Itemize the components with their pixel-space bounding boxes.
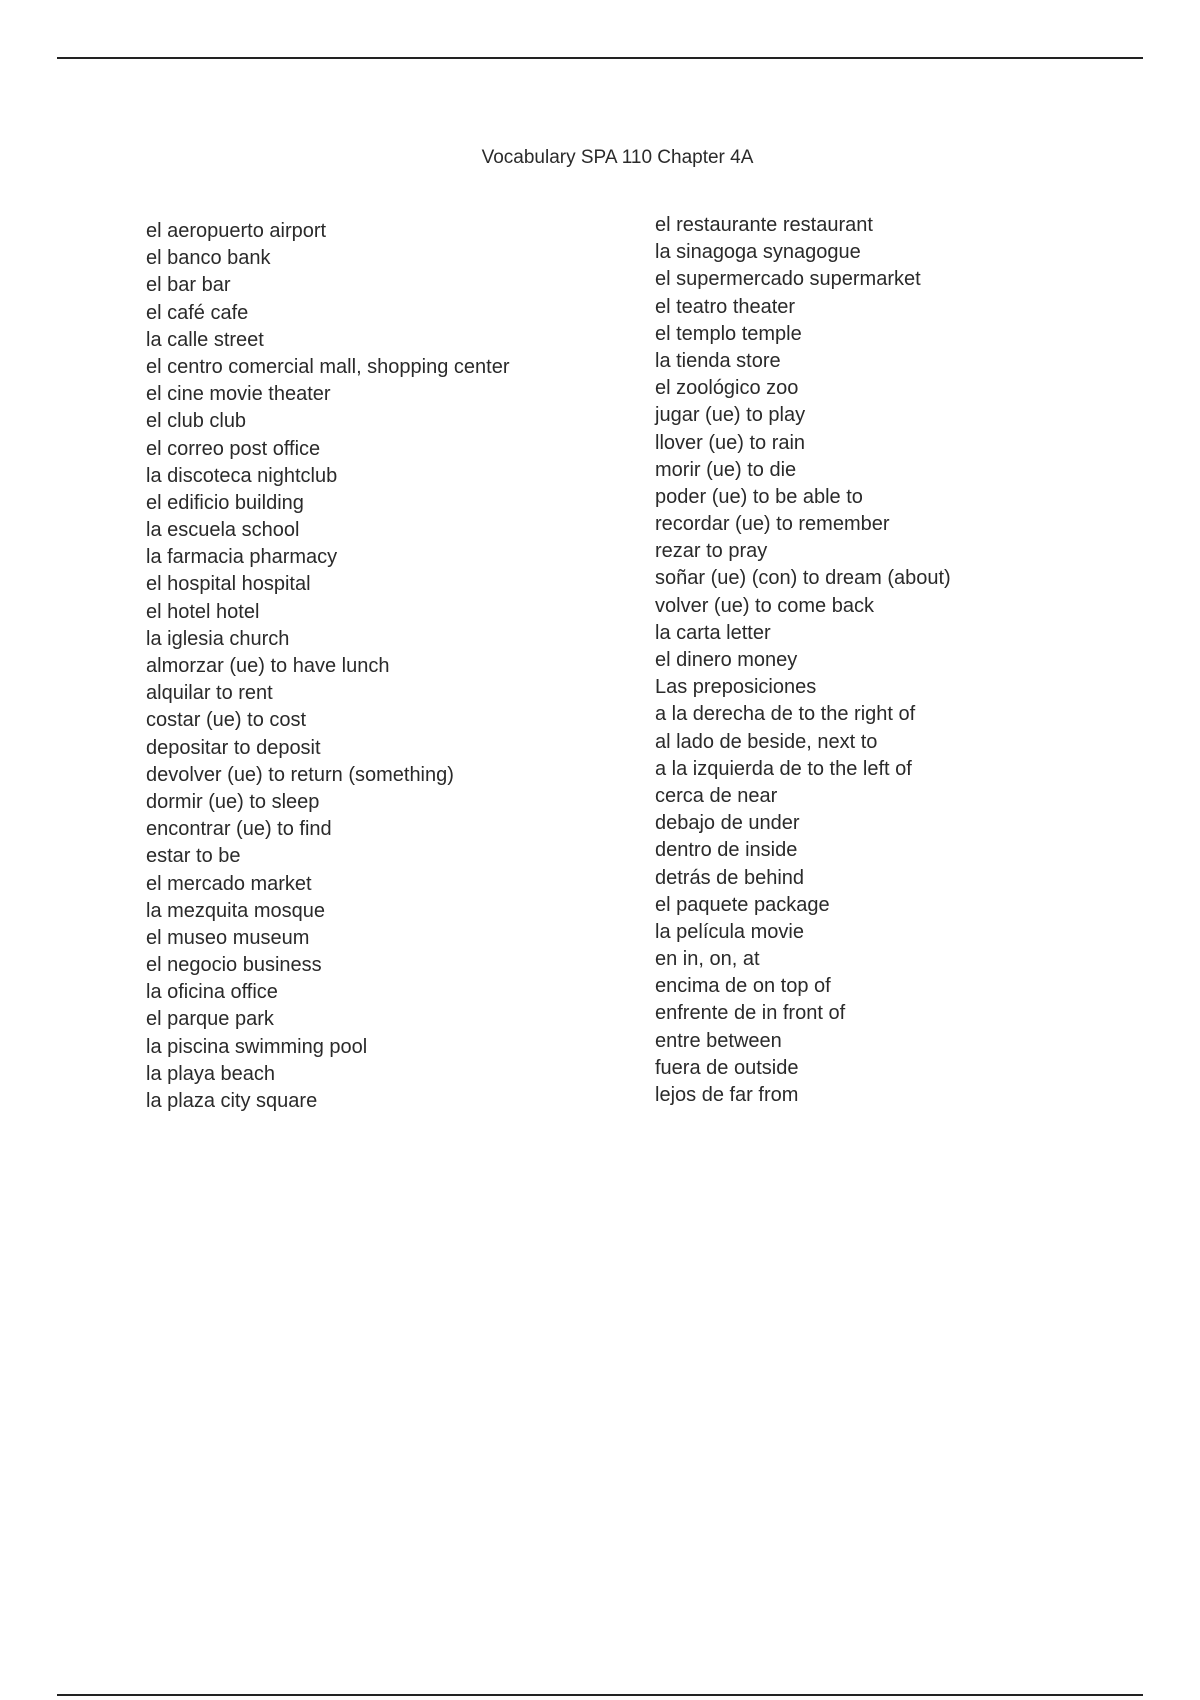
vocab-item: el templo temple [655, 322, 802, 345]
vocab-item: jugar (ue) to play [655, 404, 806, 427]
vocab-item: costar (ue) to cost [146, 709, 307, 732]
vocab-item: el aeropuerto airport [146, 220, 327, 242]
vocab-item: al lado de beside, next to [655, 730, 878, 753]
vocab-item: alquilar to rent [146, 682, 273, 705]
vocab-item: el bar bar [146, 274, 231, 297]
vocab-item: el dinero money [655, 649, 798, 671]
vocab-item: la calle street [146, 328, 264, 351]
vocab-item: la farmacia pharmacy [146, 546, 338, 569]
vocab-item: a la izquierda de to the left of [655, 757, 912, 780]
vocab-item: enfrente de in front of [655, 1002, 846, 1025]
vocab-item: encontrar (ue) to find [146, 818, 332, 841]
vocab-item: a la derecha de to the right of [655, 703, 916, 726]
vocab-item: el parque park [146, 1008, 274, 1031]
vocab-item: poder (ue) to be able to [655, 485, 863, 508]
vocab-item: la carta letter [655, 621, 771, 644]
vocab-item: el museo museum [146, 926, 310, 949]
vocab-item: el supermercado supermarket [655, 268, 921, 291]
vocab-item: el correo post office [146, 437, 321, 460]
vocab-item: el edificio building [146, 491, 304, 514]
vocab-item: la plaza city square [146, 1090, 318, 1112]
vocab-item: lejos de far from [655, 1084, 799, 1106]
vocab-item: estar to be [146, 845, 241, 868]
vocab-item: el restaurante restaurant [655, 214, 873, 236]
document-title: Vocabulary SPA 110 Chapter 4A [481, 147, 754, 168]
vocab-item: el café cafe [146, 301, 249, 324]
vocab-item: la película movie [655, 920, 804, 943]
vocabulary-column-right [655, 212, 951, 1109]
vocab-item: rezar to pray [655, 540, 768, 563]
vocab-item: debajo de under [655, 812, 800, 835]
vocab-item: dormir (ue) to sleep [146, 790, 320, 813]
vocab-item: el hotel hotel [146, 600, 260, 623]
vocab-item: el zoológico zoo [655, 377, 799, 400]
vocab-item: el club club [146, 410, 247, 433]
vocab-item: soñar (ue) (con) to dream (about) [655, 567, 951, 590]
vocab-item: volver (ue) to come back [655, 594, 874, 617]
vocab-item: fuera de outside [655, 1056, 799, 1079]
vocab-item: el banco bank [146, 247, 271, 270]
vocab-item: dentro de inside [655, 839, 798, 862]
vocab-item: la playa beach [146, 1062, 275, 1085]
vocab-item: cerca de near [655, 784, 778, 807]
vocab-item: la tienda store [655, 349, 781, 372]
vocab-item: en in, on, at [655, 948, 760, 971]
vocab-item: la iglesia church [146, 627, 290, 650]
vocab-item: el centro comercial mall, shopping center [146, 355, 510, 378]
vocab-item: la mezquita mosque [146, 899, 325, 922]
header-rule [57, 57, 1143, 59]
vocab-item: llover (ue) to rain [655, 431, 806, 454]
vocab-item: el negocio business [146, 954, 322, 977]
vocab-item: entre between [655, 1029, 782, 1052]
vocab-item: la oficina office [146, 981, 278, 1004]
vocab-item: devolver (ue) to return (something) [146, 763, 454, 786]
vocab-item: el mercado market [146, 872, 312, 895]
vocab-item: recordar (ue) to remember [655, 513, 890, 536]
vocab-item: el hospital hospital [146, 573, 311, 596]
vocabulary-column-left [146, 218, 510, 1115]
vocab-item: el paquete package [655, 893, 830, 916]
vocab-item: morir (ue) to die [655, 458, 797, 481]
footer-rule [57, 1694, 1143, 1696]
vocab-item: depositar to deposit [146, 736, 321, 759]
vocab-item: almorzar (ue) to have lunch [146, 655, 390, 677]
vocab-item: la discoteca nightclub [146, 464, 338, 487]
vocab-item: la piscina swimming pool [146, 1035, 368, 1058]
vocab-item: detrás de behind [655, 866, 805, 889]
vocab-item: encima de on top of [655, 975, 831, 998]
section-heading: Las preposiciones [655, 676, 817, 699]
vocab-item: el cine movie theater [146, 383, 331, 406]
vocab-item: el teatro theater [655, 295, 796, 318]
vocab-item: la escuela school [146, 519, 300, 542]
vocab-item: la sinagoga synagogue [655, 241, 861, 264]
